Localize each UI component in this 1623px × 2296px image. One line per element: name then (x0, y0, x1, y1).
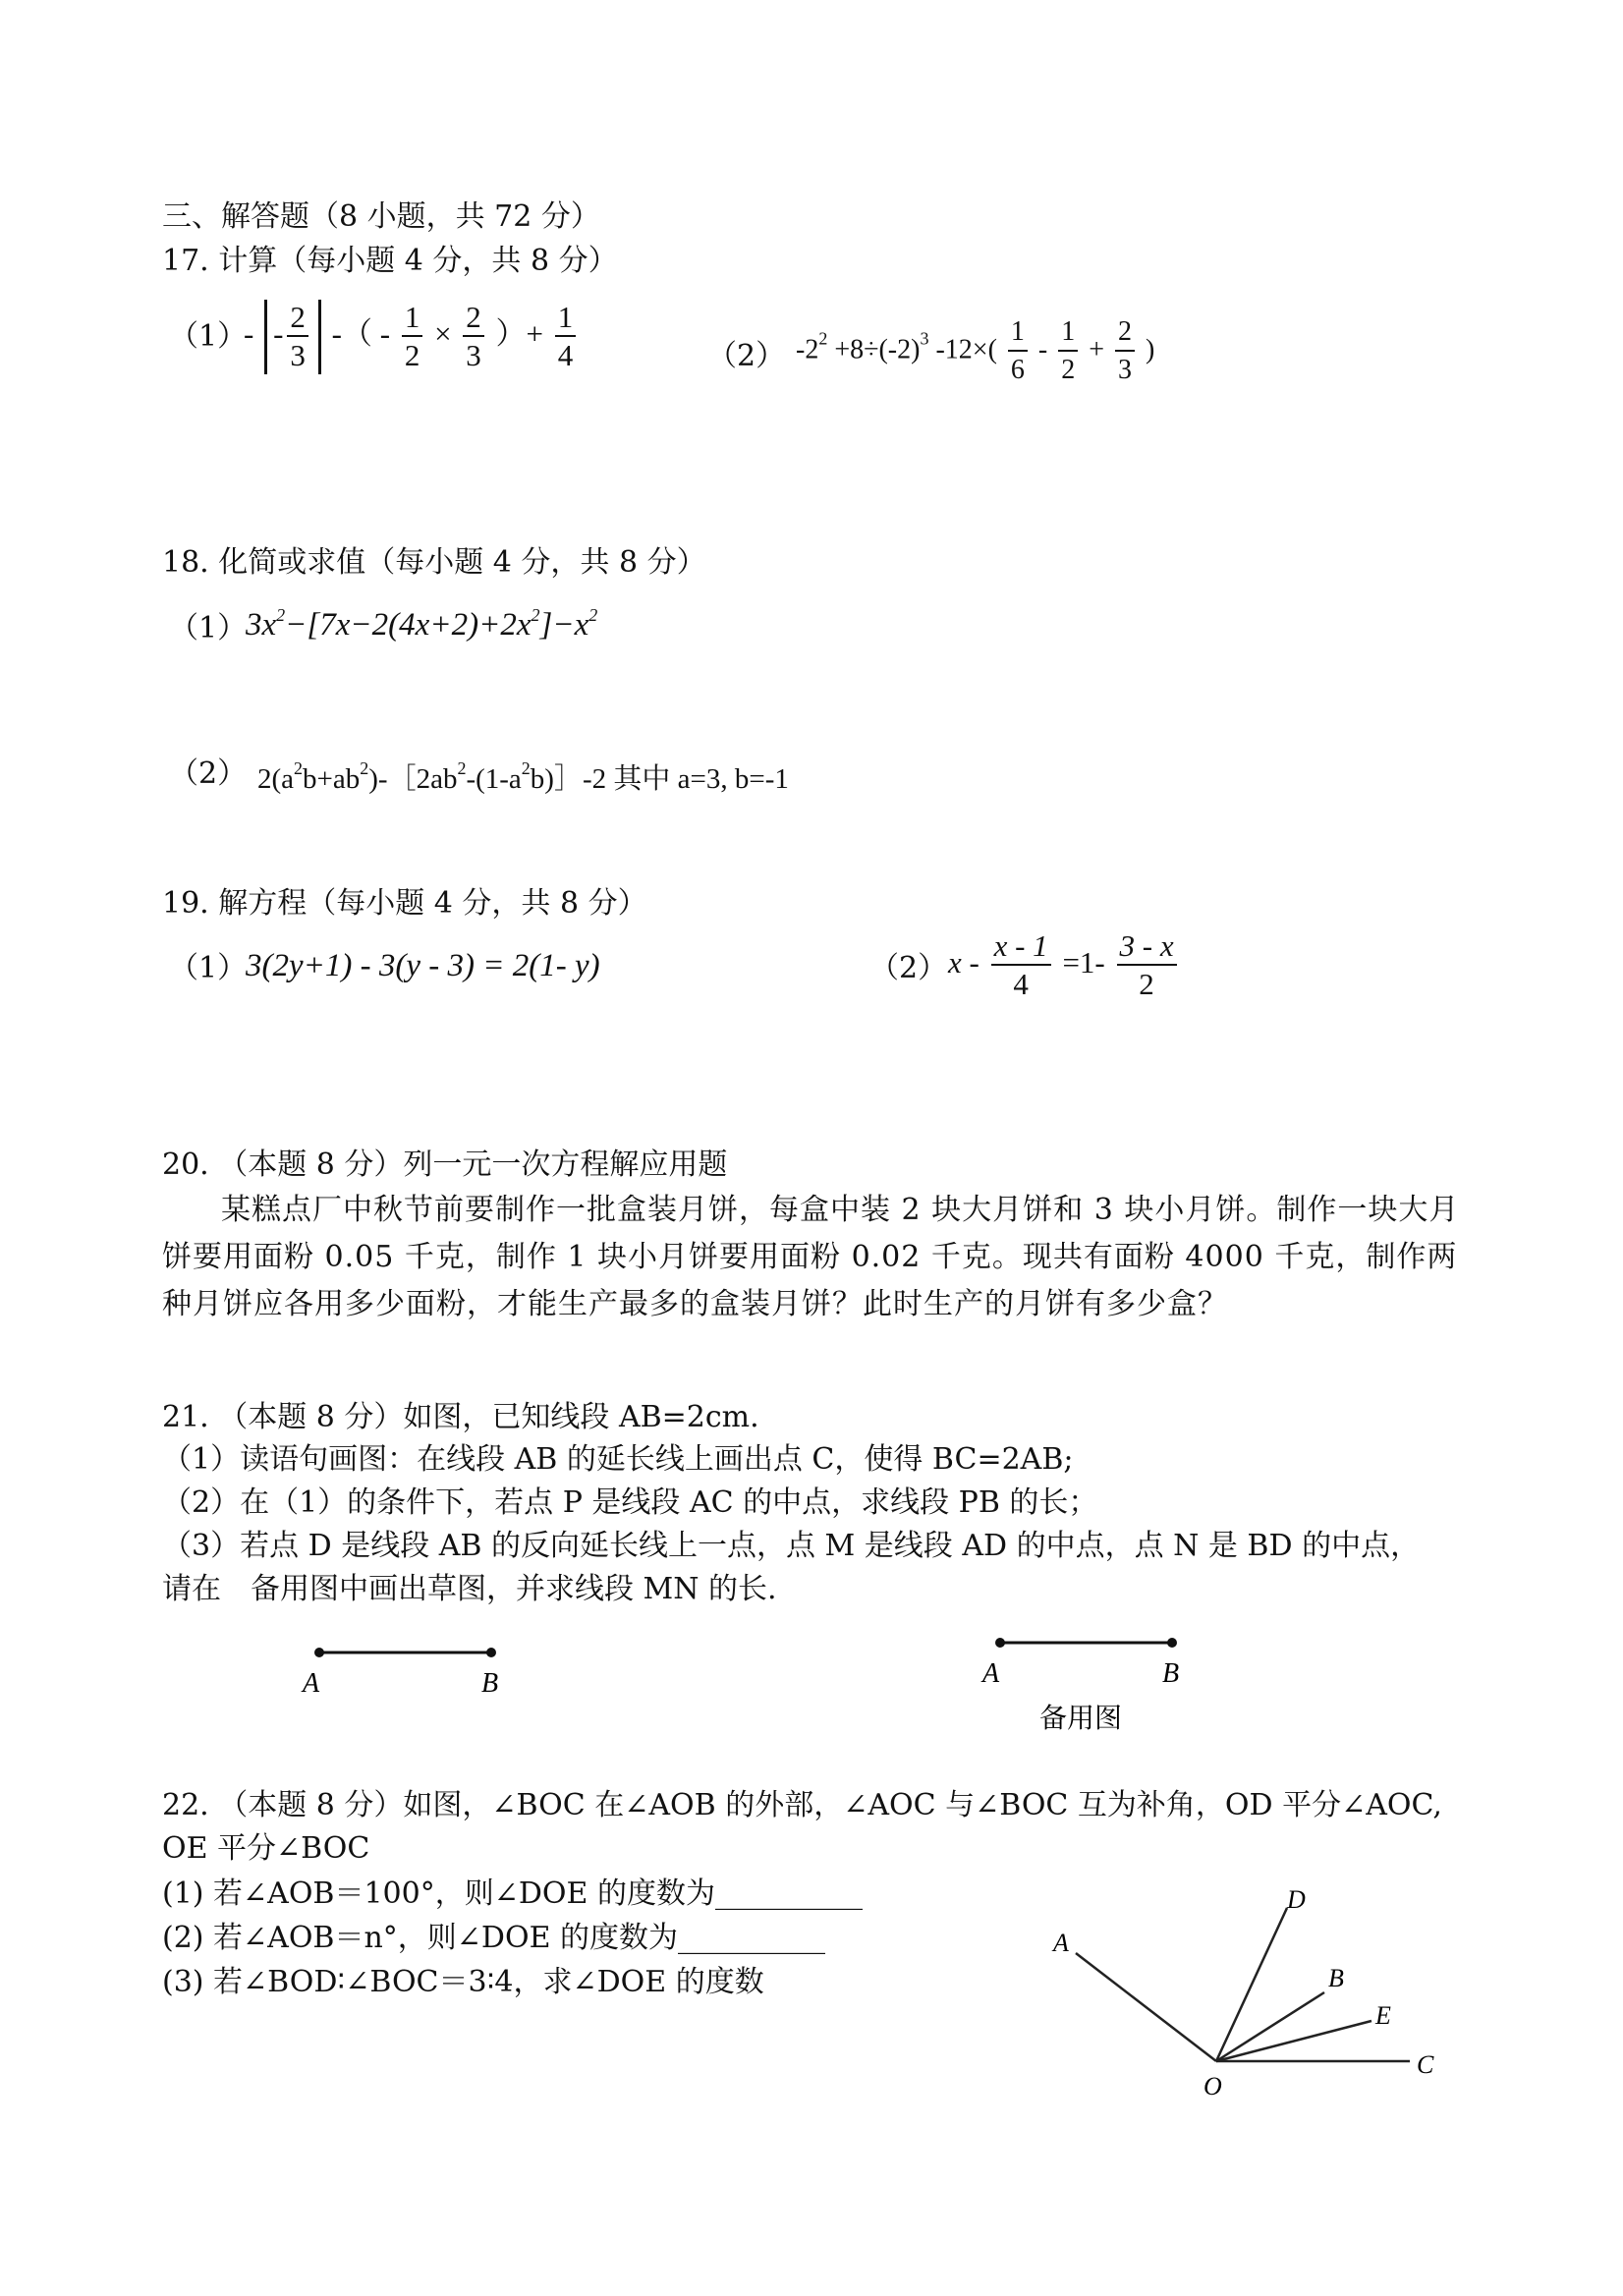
q19-heading: 19. 解方程（每小题 4 分，共 8 分） (162, 886, 647, 921)
backup-label-a: A (982, 1658, 1000, 1689)
section-title: 三、解答题（8 小题，共 72 分） (162, 199, 600, 234)
q18-p2-label: （2） (169, 756, 248, 791)
q21-figure (295, 1631, 531, 1709)
label-b: B (481, 1668, 499, 1699)
label-o: O (1203, 2072, 1222, 2100)
q19-p1-expr: 3(2y+1) - 3(y - 3) = 2(1- y) (246, 948, 600, 983)
q19-p2-expr: x - $\frac{x - 1}{4}$ =1- $\frac{3 - x}{2}$ (948, 928, 1181, 1003)
backup-point-b (1167, 1638, 1177, 1648)
q21-backup-figure (973, 1621, 1208, 1739)
label-b: B (1328, 1964, 1344, 1992)
q18-p2-expr: $2(a^2b+ab^2)-[2ab^2-(1-a^2b)]-2$ 其中 a=3, b=-1 (257, 758, 789, 795)
q17-p2-label: （2） (707, 339, 786, 373)
q17-p2-expr: $-2^2 +8\div(-2)^3$ -12×( $\frac{1}{6}$ - $\frac{1}{2}$ + $\frac{2}{3}$ ) (796, 314, 1154, 389)
backup-caption: 备用图 (1039, 1704, 1123, 1734)
q19-p2-label: （2） (869, 951, 948, 985)
q21-line3: （3）若点 D 是线段 AB 的反向延长线上一点，点 M 是线段 AD 的中点，点 N 是 BD 的中点， (162, 1529, 1421, 1563)
q17-p1-abs: - $\frac{2}{3}$ (264, 300, 321, 374)
label-c: C (1417, 2050, 1434, 2079)
point-a (314, 1648, 324, 1657)
label-e: E (1375, 2001, 1391, 2030)
q21-line1: （1）读语句画图：在线段 AB 的延长线上画出点 C，使得 BC=2AB; (162, 1442, 1074, 1477)
q20-heading: 20. （本题 8 分）列一元一次方程解应用题 (162, 1148, 728, 1182)
q22-line3: (3) 若∠BOD∶∠BOC＝3∶4，求∠DOE 的度数 (162, 1965, 764, 1999)
q22-heading2: OE 平分∠BOC (162, 1831, 370, 1866)
q21-line4: 请在 备用图中画出草图，并求线段 MN 的长. (162, 1572, 777, 1606)
q18-heading: 18. 化简或求值（每小题 4 分，共 8 分） (162, 545, 706, 580)
backup-label-b: B (1162, 1658, 1180, 1689)
q17-p1-label: （1） (169, 319, 248, 354)
q19-p1-label: （1） (169, 951, 248, 985)
label-d: D (1287, 1886, 1306, 1914)
q18-p1-label: （1） (169, 611, 248, 645)
q18-p1-expr: $3x^2-[7x-2(4x+2)+2x^2]-x^2$ (246, 605, 598, 643)
ray-oe (1216, 2021, 1371, 2061)
ray-oa (1076, 1953, 1216, 2061)
q21-line2: （2）在（1）的条件下，若点 P 是线段 AC 的中点，求线段 PB 的长； (162, 1485, 1098, 1520)
q17-p1-expr: - - $\frac{2}{3}$ -（ - $\frac{1}{2}$ × $\frac{2}{3}$ ）+ $\frac{1}{4}$ (244, 300, 580, 374)
q21-heading: 21. （本题 8 分）如图，已知线段 AB=2cm. (162, 1400, 759, 1434)
q17-p1-neg: - (244, 316, 254, 352)
label-a: A (1053, 1929, 1069, 1957)
q22-line1: (1) 若∠AOB＝100°，则∠DOE 的度数为__________ (162, 1876, 863, 1911)
q17-heading: 17. 计算（每小题 4 分，共 8 分） (162, 244, 618, 278)
q22-angle-figure (1041, 1886, 1454, 2102)
point-b (486, 1648, 496, 1657)
q20-body: 某糕点厂中秋节前要制作一批盒装月饼，每盒中装 2 块大月饼和 3 块小月饼。制作一块大月饼要用面粉 0.05 千克，制作 1 块小月饼要用面粉 0.02 千克。现共有面粉 4000 千克，制作两种月饼应各用多少面粉，才能生产最多的盒装月饼？此时生产的月饼有多少盒？ (162, 1193, 1460, 1321)
backup-point-a (995, 1638, 1005, 1648)
q22-line2: (2) 若∠AOB＝n°，则∠DOE 的度数为__________ (162, 1921, 826, 1955)
label-a: A (303, 1668, 320, 1699)
q22-heading: 22. （本题 8 分）如图，∠BOC 在∠AOB 的外部，∠AOC 与∠BOC 互为补角，OD 平分∠AOC, (162, 1788, 1442, 1822)
